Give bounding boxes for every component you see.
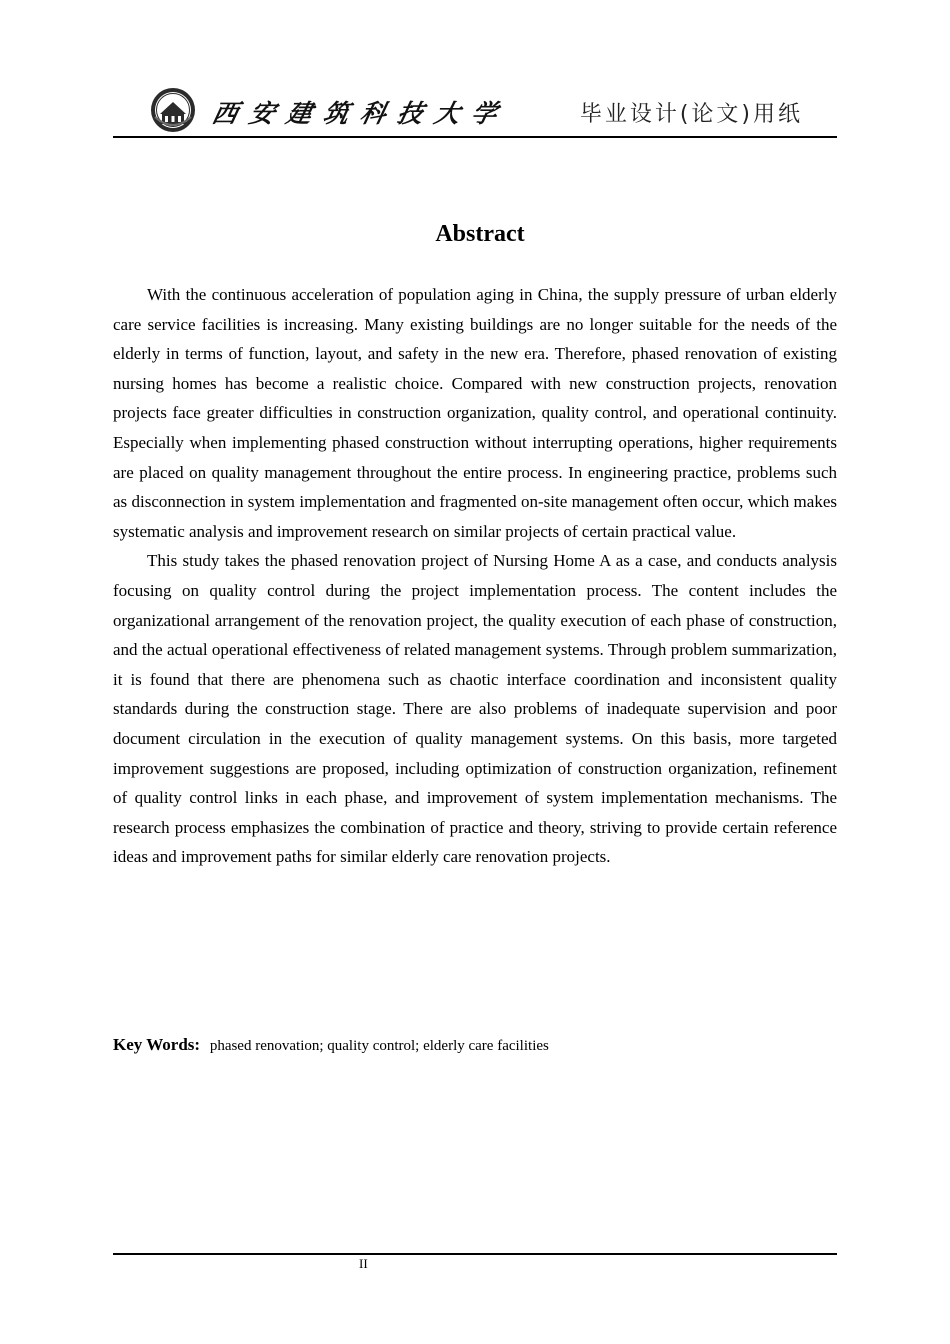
paper-title: 毕业设计(论文)用纸 bbox=[579, 102, 803, 127]
school-name: 西安建筑科技大学 bbox=[209, 99, 512, 128]
abstract-paragraph: With the continuous acceleration of population aging in China, the supply pressure of urban elderly care service facilities is increasing. Many existing buildings are no longer suitable for the needs of the elderly in terms of function, layout, and safety in the new era. Therefore, phased renovation of existing nursing homes has become a realistic choice. Compared with new construction projects, renovation projects face greater difficulties in construction organization, quality control, and operational continuity. Especially when implementing phased construction without interrupting operations, higher requirements are placed on quality management throughout the entire process. In engineering practice, problems such as disconnection in system implementation and fragmented on-site management often occur, which makes systematic analysis and improvement research on similar projects of certain practical value. bbox=[113, 285, 837, 541]
abstract-title: Abstract bbox=[435, 221, 525, 247]
page-header bbox=[113, 84, 837, 138]
footer-rule bbox=[113, 1253, 837, 1255]
abstract-body bbox=[113, 280, 837, 872]
keywords-label: Key Words: bbox=[113, 1035, 201, 1054]
page-number: II bbox=[359, 1256, 368, 1271]
keywords bbox=[113, 1035, 837, 1055]
keywords-value: phased renovation; quality control; elderly care facilities bbox=[209, 1038, 549, 1054]
header-rule bbox=[113, 136, 837, 138]
university-seal-icon bbox=[150, 87, 196, 133]
abstract-paragraph: This study takes the phased renovation project of Nursing Home A as a case, and conducts analysis focusing on quality control during the project implementation process. The content includes the organizational arrangement of the renovation project, the quality execution of each phase of construction, and the actual operational effectiveness of related management systems. Through problem summarization, it is found that there are phenomena such as chaotic interface coordination and inconsistent quality standards during the construction stage. There are also problems of inadequate supervision and poor document circulation in the execution of quality management systems. On this basis, more targeted improvement suggestions are proposed, including optimization of construction organization, refinement of quality control links in each phase, and improvement of system implementation mechanisms. The research process emphasizes the combination of practice and theory, striving to provide certain reference ideas and improvement paths for similar elderly care renovation projects. bbox=[113, 551, 837, 867]
